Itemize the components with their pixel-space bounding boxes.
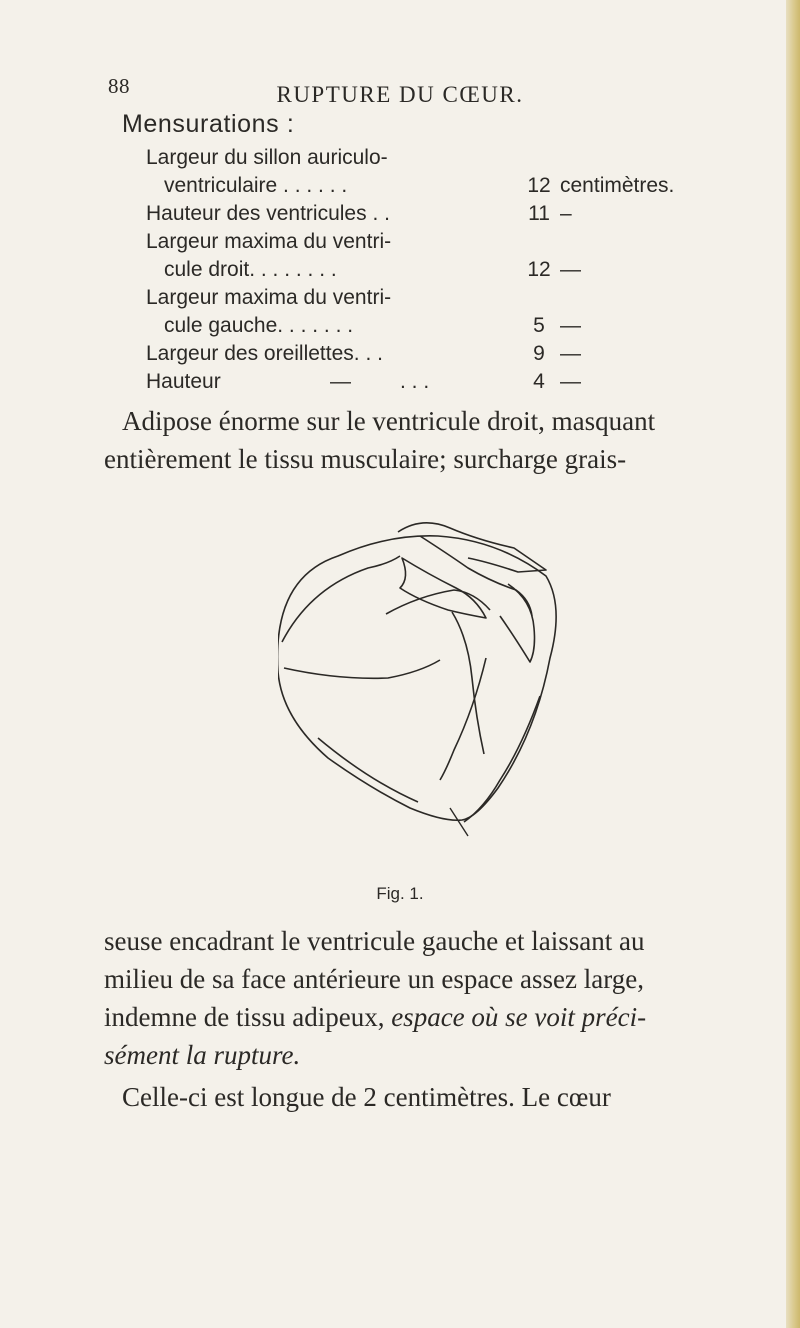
- left-auricle: [398, 523, 546, 572]
- apex-left-curve: [318, 738, 418, 802]
- measure-row: [146, 174, 706, 204]
- heart-figure: [278, 518, 568, 838]
- measure-unit: –: [560, 202, 572, 225]
- text-line: milieu de sa face antérieure un espace assez large,: [104, 964, 644, 994]
- measure-label: Hauteur des ventricules . .: [146, 202, 390, 225]
- measure-row: [146, 230, 706, 260]
- figure-caption: Fig. 1.: [376, 884, 424, 903]
- right-auricle: [282, 556, 400, 642]
- measure-row: [146, 258, 706, 288]
- measure-unit: —: [560, 370, 581, 393]
- text-segment: indemne de tissu adipeux,: [104, 1002, 392, 1032]
- measure-unit: —: [560, 258, 581, 281]
- running-title: RUPTURE DU CŒUR.: [276, 82, 524, 107]
- measure-value: 11: [528, 202, 550, 225]
- paragraph-length: [104, 1078, 744, 1116]
- page-edge: [786, 0, 800, 1328]
- paragraph-description: [104, 922, 744, 1074]
- measure-unit: centimètres.: [560, 174, 675, 197]
- pulmonary-artery: [400, 558, 486, 618]
- measure-row: [146, 314, 706, 344]
- measure-dots: . . .: [400, 370, 430, 393]
- measure-value: 5: [533, 314, 545, 337]
- measure-row: [146, 146, 706, 176]
- text-segment-italic: sément la rupture.: [104, 1040, 301, 1070]
- measure-label: Largeur maxima du ventri-: [146, 286, 392, 309]
- text-line: [104, 1036, 744, 1074]
- page-number: 88: [108, 74, 130, 98]
- measure-label: Largeur maxima du ventri-: [146, 230, 392, 253]
- measure-row: [146, 202, 706, 232]
- interventricular-groove-lower: [464, 696, 540, 822]
- text-line: seuse encadrant le ventricule gauche et laissant au: [104, 926, 645, 956]
- measure-label: Hauteur: [146, 370, 221, 393]
- text-line: [104, 998, 744, 1036]
- measure-unit: —: [560, 314, 581, 337]
- measure-value: 12: [527, 258, 551, 281]
- measure-label: ventriculaire . . . . . .: [164, 174, 348, 197]
- heart-outline: [278, 536, 556, 820]
- text-segment-italic: espace où se voit préci-: [391, 1002, 647, 1032]
- interventricular-groove: [440, 658, 486, 780]
- measure-value: 4: [533, 370, 545, 393]
- measurements-heading: Mensurations :: [122, 110, 295, 138]
- measure-unit: —: [560, 342, 581, 365]
- measure-ditto: —: [330, 370, 351, 393]
- vessel-loop: [500, 584, 535, 662]
- measure-value: 9: [533, 342, 545, 365]
- text-line: Celle-ci est longue de 2 centimètres. Le cœur: [122, 1082, 611, 1112]
- text-line: entièrement le tissu musculaire; surcharge grais-: [104, 444, 627, 474]
- right-ventricle-border: [284, 660, 440, 678]
- measure-row: [146, 286, 706, 316]
- measure-label: cule droit. . . . . . . .: [164, 258, 337, 281]
- measure-row: [146, 370, 706, 400]
- measure-label: Largeur des oreillettes. . .: [146, 342, 383, 365]
- measure-label: cule gauche. . . . . . .: [164, 314, 354, 337]
- paragraph-adipose: [104, 402, 744, 478]
- measure-label: Largeur du sillon auriculo-: [146, 146, 388, 169]
- measure-value: 12: [527, 174, 551, 197]
- text-line: Adipose énorme sur le ventricule droit, masquant: [122, 406, 656, 436]
- measure-row: [146, 342, 706, 372]
